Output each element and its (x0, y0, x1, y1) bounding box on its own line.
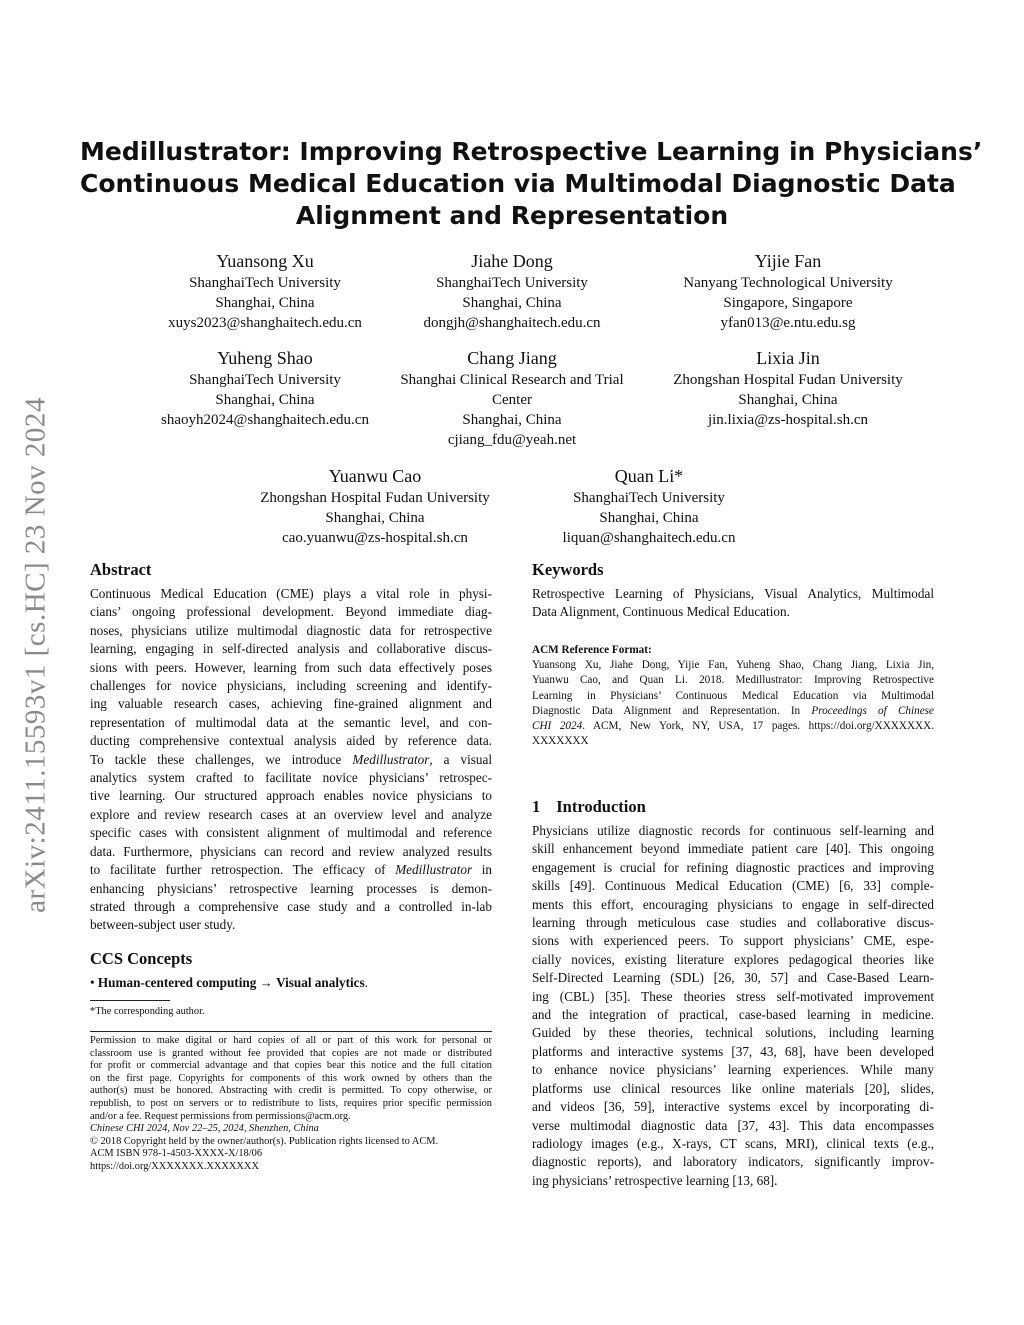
footnote-rule (90, 1000, 170, 1001)
abstract-line: specific cases with consistent alignment of multimodal and reference (90, 825, 492, 841)
abstract-body (90, 585, 492, 935)
author-email: cjiang_fdu@yeah.net (447, 432, 577, 448)
author-affiliation: ShanghaiTech University (189, 372, 341, 388)
abstract-line: Continuous Medical Education (CME) plays a vital role in physi- (90, 586, 492, 601)
intro-line: ing (CBL) [35]. These theories stress self-motivated improvement (532, 988, 934, 1004)
acm-reference (532, 643, 934, 749)
author-email: yfan013@e.ntu.edu.sg (720, 315, 856, 331)
acm-reference-line: XXXXXXX (532, 735, 589, 748)
intro-body (532, 822, 934, 1190)
isbn-line: ACM ISBN 978-1-4503-XXXX-X/18/06 (90, 1148, 263, 1160)
author-affiliation: Zhongshan Hospital Fudan University (260, 490, 490, 506)
author-email: dongjh@shanghaitech.edu.cn (423, 315, 601, 331)
acm-reference-line: Yuanwu Cao, and Quan Li. 2018. Medillustrator: Improving Retrospective (532, 674, 934, 687)
ccs-heading: CCS Concepts (90, 949, 193, 968)
abstract-heading: Abstract (90, 560, 152, 579)
intro-line: and the integration of practical, case-based learning in medicine. (532, 1007, 934, 1023)
intro-line: skills [49]. Continuous Medical Education (CME) [6, 33] comple- (532, 878, 934, 894)
author-location: Shanghai, China (215, 295, 315, 311)
author-email: cao.yuanwu@zs-hospital.sh.cn (282, 530, 468, 546)
author-location: Shanghai, China (325, 510, 425, 526)
author-location: Shanghai, China (462, 295, 562, 311)
intro-line: engagement is crucial for refining diagnostic practices and improving (532, 859, 934, 875)
intro-line: Physicians utilize diagnostic records for continuous self-learning and (532, 823, 934, 838)
author-affiliation: ShanghaiTech University (436, 275, 588, 291)
intro-line: verse multimodal diagnostic data [37, 43]. This data encompasses (532, 1117, 934, 1133)
author-affiliation: ShanghaiTech University (189, 275, 341, 291)
acm-reference-heading: ACM Reference Format: (532, 644, 652, 656)
abstract-line: enhancing physicians’ retrospective learning processes is demon- (90, 880, 492, 896)
author-affiliation: ShanghaiTech University (573, 490, 725, 506)
author-affiliation: Shanghai Clinical Research and Trial (400, 372, 624, 388)
section-number: 1 (532, 797, 541, 816)
keywords-line: Data Alignment, Continuous Medical Education. (532, 604, 790, 620)
acm-reference-line: Learning in Physicians’ Continuous Medical Education via Multimodal (532, 689, 934, 702)
system-name: Medillustrator (352, 751, 430, 767)
author-block (630, 250, 946, 333)
acm-reference-line: Yuansong Xu, Jiahe Dong, Yijie Fan, Yuheng Shao, Chang Jiang, Lixia Jin, (532, 659, 934, 672)
intro-line: learning through meticulous case studies and collaborative discus- (532, 915, 934, 931)
author-name: Chang Jiang (467, 348, 557, 368)
author-location: Shanghai, China (599, 510, 699, 526)
intro-line: skill enhancement beyond immediate patient care [40]. This ongoing (532, 841, 934, 857)
arxiv-identifier: arXiv:2411.15593v1 [cs.HC] 23 Nov 2024 (19, 397, 52, 913)
abstract-line: ducting comprehensive contextual analysis aided by reference data. (90, 733, 492, 749)
author-block (217, 465, 533, 548)
abstract-line: cians’ ongoing professional development. Beyond immediate diag- (90, 604, 492, 620)
footnote (90, 1006, 492, 1019)
author-email: liquan@shanghaitech.edu.cn (562, 530, 736, 546)
author-location: Shanghai, China (215, 392, 315, 408)
intro-line: Guided by these theories, technical solutions, including learning (532, 1025, 934, 1041)
author-affiliation: Center (492, 392, 532, 408)
ccs-concepts (90, 974, 492, 992)
title-line: Continuous Medical Education via Multimodal Diagnostic Data (80, 169, 956, 198)
author-email: xuys2023@shanghaitech.edu.cn (168, 315, 362, 331)
intro-line: diagnostic reports), and laboratory indicators, significantly improv- (532, 1154, 934, 1170)
author-location: Shanghai, China (462, 412, 562, 428)
acm-reference-line: Diagnostic Data Alignment and Representation. In Proceedings of Chinese (532, 704, 934, 717)
permission-line: author(s) must be honored. Abstracting with credit is permitted. To copy otherwise, or (90, 1085, 492, 1097)
abstract-line: between-subject user study. (90, 917, 236, 933)
author-location: Singapore, Singapore (723, 295, 853, 311)
author-location: Shanghai, China (738, 392, 838, 408)
keywords-body (532, 585, 934, 622)
abstract-line: sions with peers. However, learning from such data effectively poses (90, 659, 492, 675)
author-name: Yuansong Xu (216, 251, 314, 271)
author-block (354, 347, 670, 450)
permission-block (90, 1035, 492, 1174)
author-affiliation: Nanyang Technological University (683, 275, 893, 291)
intro-line: ing physicians’ retrospective learning [13, 68]. (532, 1172, 778, 1188)
author-block (354, 250, 670, 333)
abstract-line: to facilitate further retrospection. The efficacy of Medillustrator in (90, 862, 492, 878)
doi-line: https://doi.org/XXXXXXX.XXXXXXX (90, 1160, 259, 1172)
author-name: Lixia Jin (756, 348, 820, 368)
abstract-line: learning, engaging in self-directed analysis and collaborative discus- (90, 641, 492, 657)
author-name: Yuheng Shao (217, 348, 313, 368)
author-name: Yijie Fan (754, 251, 822, 271)
copyright-line: © 2018 Copyright held by the owner/author(s). Publication rights licensed to ACM. (90, 1135, 439, 1147)
abstract-line: challenges for novice physicians, including screening and identify- (90, 678, 492, 694)
paper-title (80, 136, 983, 232)
permission-line: for profit or commercial advantage and that copies bear this notice and the full citation (90, 1060, 492, 1072)
author-block (491, 465, 807, 548)
permission-line: and/or a fee. Request permissions from permissions@acm.org. (90, 1110, 351, 1122)
author-email: shaoyh2024@shanghaitech.edu.cn (161, 412, 369, 428)
title-line: Medillustrator: Improving Retrospective Learning in Physicians’ (80, 137, 983, 166)
abstract-line: ing valuable research cases, achieving fine-grained alignment and (90, 696, 492, 712)
abstract-line: analytics system crafted to facilitate novice physicians’ retrospec- (90, 770, 492, 786)
system-name: Medillustrator (395, 862, 473, 878)
author-block (630, 347, 946, 430)
permission-line: on the first page. Copyrights for components of this work owned by others than the (90, 1072, 492, 1084)
permission-line: Permission to make digital or hard copies of all or part of this work for personal or (90, 1035, 492, 1046)
author-name: Quan Li* (614, 466, 684, 486)
author-email: jin.lixia@zs-hospital.sh.cn (707, 412, 869, 428)
conference-info: Chinese CHI 2024, Nov 22–25, 2024, Shenzhen, China (90, 1123, 319, 1135)
intro-line: and videos [36, 59], interactive systems excel by incorporating di- (532, 1099, 934, 1115)
abstract-line: tive learning. Our structured approach enables novice physicians to (90, 788, 492, 804)
author-name: Jiahe Dong (471, 251, 553, 271)
intro-line: platforms use clinical resources like online materials [20], slides, (532, 1080, 934, 1096)
abstract-line: data. Furthermore, physicians can record and review analyzed results (90, 843, 492, 859)
intro-heading (532, 797, 646, 817)
keywords-heading: Keywords (532, 560, 604, 579)
section-title: Introduction (556, 797, 646, 816)
title-line: Alignment and Representation (295, 201, 729, 230)
abstract-line: noses, physicians utilize multimodal diagnostic data for retrospective (90, 622, 492, 638)
keywords-line: Retrospective Learning of Physicians, Visual Analytics, Multimodal (532, 586, 934, 601)
intro-line: to enhance novice physicians’ learning experiences. While many (532, 1062, 934, 1078)
intro-line: platforms and interactive systems [37, 43, 68], have been developed (532, 1043, 934, 1059)
permission-line: republish, to post on servers or to redistribute to lists, requires prior specific permission (90, 1097, 492, 1109)
footnote-text: *The corresponding author. (90, 1006, 205, 1017)
abstract-line: To tackle these challenges, we introduce Medillustrator, a visual (90, 751, 493, 767)
abstract-line: strated through a comprehensive case study and a controlled in-lab (90, 898, 492, 914)
intro-line: ments this effort, encouraging physicians to engage in self-directed (532, 896, 934, 912)
permission-line: classroom use is granted without fee provided that copies are not made or distributed (90, 1047, 492, 1059)
acm-reference-line: CHI 2024. ACM, New York, NY, USA, 17 pages. https://doi.org/XXXXXXX. (532, 720, 934, 733)
abstract-line: representation of multimodal data at the semantic level, and con- (90, 714, 492, 730)
author-affiliation: Zhongshan Hospital Fudan University (673, 372, 903, 388)
intro-line: cially novices, existing literature explores pedagogical theories like (532, 951, 934, 967)
abstract-line: explore and review research cases at an overview level and analyze (90, 806, 492, 822)
ccs-line: • Human-centered computing → Visual analytics. (90, 975, 368, 990)
intro-line: sions with experienced peers. To support physicians’ CME, espe- (532, 933, 934, 949)
intro-line: radiology images (e.g., X-rays, CT scans, MRI), clinical texts (e.g., (532, 1135, 934, 1151)
intro-line: Self-Directed Learning (SDL) [26, 30, 57] and Case-Based Learn- (532, 970, 934, 986)
author-name: Yuanwu Cao (328, 466, 422, 486)
permission-rule (90, 1031, 492, 1032)
